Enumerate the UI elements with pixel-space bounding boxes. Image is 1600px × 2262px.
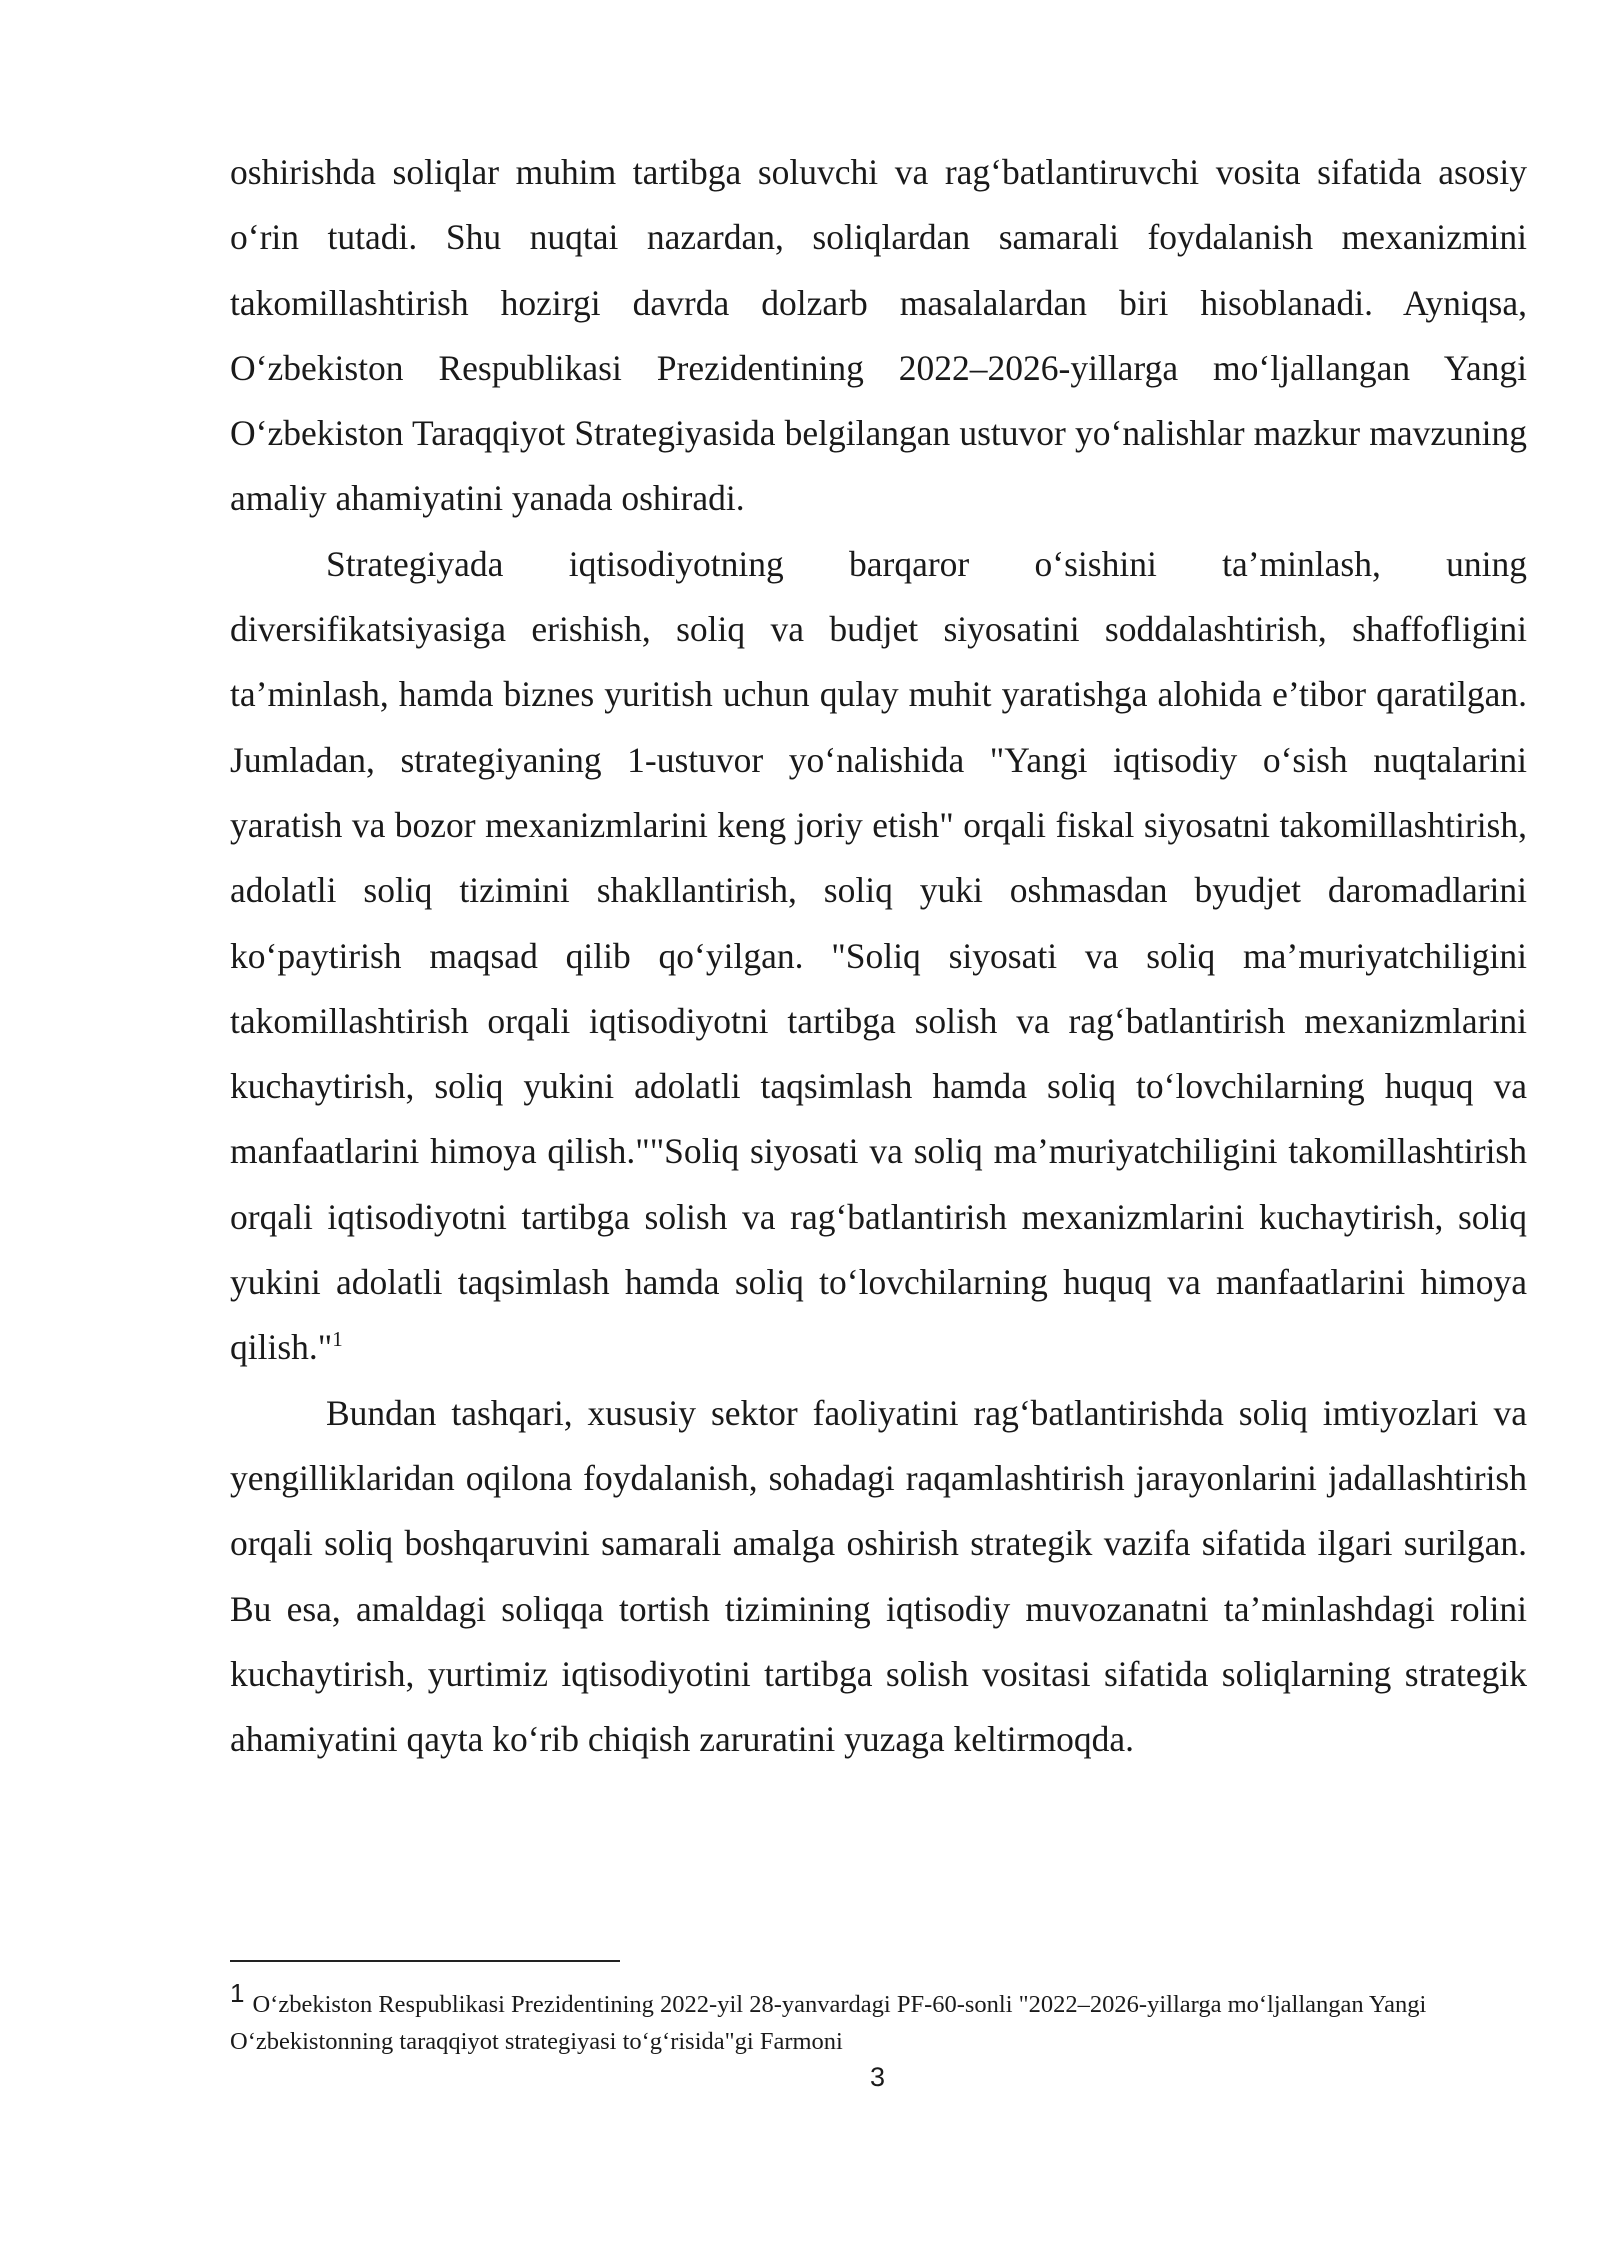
paragraph-3 (230, 1381, 1527, 1773)
paragraph-1-text: oshirishda soliqlar muhim tartibga soluvchi va rag‘batlantiruvchi vosita sifatida asosiy o‘rin tutadi. Shu nuqtai nazardan, soliqlardan samarali foydalanish mexanizmini takomillashtirish hozirgi davrda dolzarb masalalardan biri hisoblanadi. Ayniqsa, O‘zbekiston Respublikasi Prezidentining 2022–2026-yillarga mo‘ljallangan Yangi O‘zbekiston Taraqqiyot Strategiyasida belgilangan ustuvor yo‘nalishlar mazkur mavzuning amaliy ahamiyatini yanada oshiradi. (230, 152, 1527, 519)
page-number: 3 (869, 2062, 886, 2092)
footnote-mark: 1 (230, 1978, 245, 2008)
body-text (230, 140, 1527, 1772)
footnote (230, 1978, 1530, 2060)
paragraph-1 (230, 140, 1527, 532)
paragraph-2 (230, 532, 1527, 1381)
footnote-separator (230, 1960, 620, 1962)
footnote-text: O‘zbekiston Respublikasi Prezidentining 2022-yil 28-yanvardagi PF-60-sonli "2022–2026-yillarga mo‘ljallangan Yangi O‘zbekistonning taraqqiyot strategiyasi to‘g‘risida"gi Farmoni (230, 1991, 1427, 2055)
paragraph-2-text: Strategiyada iqtisodiyotning barqaror o‘sishini ta’minlash, uning diversifikatsiyasiga erishish, soliq va budjet siyosatini soddalashtirish, shaffofligini ta’minlash, hamda biznes yuritish uchun qulay muhit yaratishga alohida e’tibor qaratilgan. Jumladan, strategiyaning 1-ustuvor yo‘nalishida "Yangi iqtisodiy o‘sish nuqtalarini yaratish va bozor mexanizmlarini keng joriy etish" orqali fiskal siyosatni takomillashtirish, adolatli soliq tizimini shakllantirish, soliq yuki oshmasdan byudjet daromadlarini ko‘paytirish maqsad qilib qo‘yilgan. "Soliq siyosati va soliq ma’muriyatchiligini takomillashtirish orqali iqtisodiyotni tartibga solish va rag‘batlantirish mexanizmlarini kuchaytirish, soliq yukini adolatli taqsimlash hamda soliq to‘lovchilarning huquq va manfaatlarini himoya qilish.""Soliq siyosati va soliq ma’muriyatchiligini takomillashtirish orqali iqtisodiyotni tartibga solish va rag‘batlantirish mexanizmlarini kuchaytirish, soliq yukini adolatli taqsimlash hamda soliq to‘lovchilarning huquq va manfaatlarini himoya qilish." (230, 543, 1527, 1368)
paragraph-3-text: Bundan tashqari, xususiy sektor faoliyatini rag‘batlantirishda soliq imtiyozlari va yengilliklaridan oqilona foydalanish, sohadagi raqamlashtirish jarayonlarini jadallashtirish orqali soliq boshqaruvini samarali amalga oshirish strategik vazifa sifatida ilgari surilgan. Bu esa, amaldagi soliqqa tortish tizimining iqtisodiy muvozanatni ta’minlashdagi rolini kuchaytirish, yurtimiz iqtisodiyotini tartibga solish vositasi sifatida soliqlarning strategik ahamiyatini qayta ko‘rib chiqish zaruratini yuzaga keltirmoqda. (230, 1392, 1527, 1760)
footnote-reference[interactable]: 1 (332, 1327, 343, 1352)
